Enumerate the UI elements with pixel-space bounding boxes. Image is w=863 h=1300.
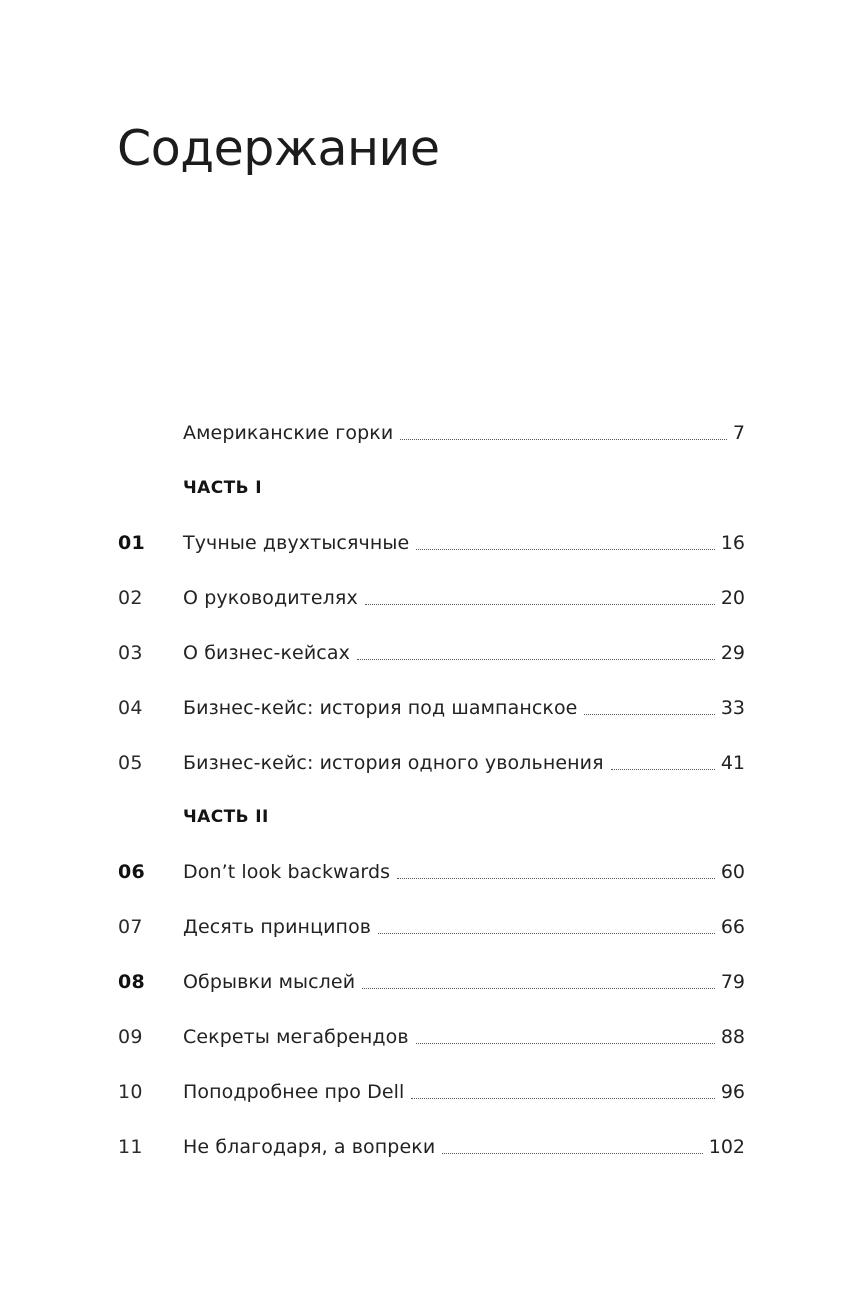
entry-title: Обрывки мыслей: [183, 971, 356, 993]
entry-title: О бизнес-кейсах: [183, 642, 350, 664]
entry-page-number: 7: [732, 422, 745, 444]
page-title: Содержание: [117, 120, 440, 177]
dot-leader: [416, 1042, 715, 1044]
toc-entry: [183, 418, 745, 448]
toc-entry-chapter[interactable]: [0, 967, 863, 997]
chapter-number: 10: [118, 1081, 143, 1103]
dot-leader: [584, 713, 714, 715]
entry-page-number: 88: [720, 1026, 745, 1048]
chapter-number: 11: [118, 1136, 143, 1158]
toc-entry: [183, 1132, 745, 1162]
toc-entry-chapter[interactable]: [0, 528, 863, 558]
entry-title: Десять принципов: [183, 916, 372, 938]
toc-entry-chapter[interactable]: [0, 912, 863, 942]
entry-title: Не благодаря, а вопреки: [183, 1136, 436, 1158]
toc-entry-chapter[interactable]: [0, 638, 863, 668]
dot-leader: [397, 877, 715, 879]
dot-leader: [411, 1097, 714, 1099]
entry-page-number: 33: [720, 697, 745, 719]
dot-leader: [365, 603, 715, 605]
part-heading-row: [0, 802, 863, 832]
entry-title: О руководителях: [183, 587, 358, 609]
chapter-number: 08: [118, 971, 146, 993]
entry-page-number: 96: [720, 1081, 745, 1103]
toc-entry-intro[interactable]: [0, 418, 863, 448]
toc-entry: [183, 1022, 745, 1052]
toc-entry: [183, 912, 745, 942]
toc-entry-chapter[interactable]: [0, 583, 863, 613]
toc-entry: [183, 638, 745, 668]
dot-leader: [611, 768, 715, 770]
chapter-number: 03: [118, 642, 143, 664]
part-heading: ЧАСТЬ II: [183, 807, 269, 827]
chapter-number: 02: [118, 587, 143, 609]
toc-entry-chapter[interactable]: [0, 1132, 863, 1162]
toc-entry: [183, 693, 745, 723]
entry-title: Поподробнее про Dell: [183, 1081, 405, 1103]
entry-page-number: 20: [720, 587, 745, 609]
toc-entry-chapter[interactable]: [0, 693, 863, 723]
entry-title: Тучные двухтысячные: [183, 532, 410, 554]
dot-leader: [357, 658, 715, 660]
entry-title: Бизнес-кейс: история одного увольнения: [183, 752, 604, 774]
chapter-number: 01: [118, 532, 146, 554]
toc-entry: [183, 1077, 745, 1107]
dot-leader: [362, 987, 715, 989]
chapter-number: 05: [118, 752, 143, 774]
dot-leader: [378, 932, 715, 934]
chapter-number: 09: [118, 1026, 143, 1048]
dot-leader: [442, 1152, 702, 1154]
toc-entry: [183, 967, 745, 997]
part-heading: ЧАСТЬ I: [183, 478, 262, 498]
dot-leader: [416, 548, 715, 550]
entry-title: Американские горки: [183, 422, 394, 444]
toc-entry-chapter[interactable]: [0, 857, 863, 887]
entry-page-number: 16: [720, 532, 745, 554]
part-heading-row: [0, 473, 863, 503]
toc-entry: [183, 748, 745, 778]
toc-entry: [183, 857, 745, 887]
entry-title: Бизнес-кейс: история под шампанское: [183, 697, 578, 719]
toc-entry-chapter[interactable]: [0, 1022, 863, 1052]
toc-entry-chapter[interactable]: [0, 748, 863, 778]
entry-title: Секреты мегабрендов: [183, 1026, 409, 1048]
entry-page-number: 60: [720, 861, 745, 883]
entry-page-number: 102: [708, 1136, 745, 1158]
chapter-number: 07: [118, 916, 143, 938]
entry-title: Don’t look backwards: [183, 861, 391, 883]
toc-entry-chapter[interactable]: [0, 1077, 863, 1107]
entry-page-number: 66: [720, 916, 745, 938]
entry-page-number: 79: [720, 971, 745, 993]
toc-entry: [183, 583, 745, 613]
chapter-number: 04: [118, 697, 143, 719]
dot-leader: [400, 438, 727, 440]
entry-page-number: 29: [720, 642, 745, 664]
entry-page-number: 41: [720, 752, 745, 774]
toc-entry: [183, 528, 745, 558]
chapter-number: 06: [118, 861, 146, 883]
